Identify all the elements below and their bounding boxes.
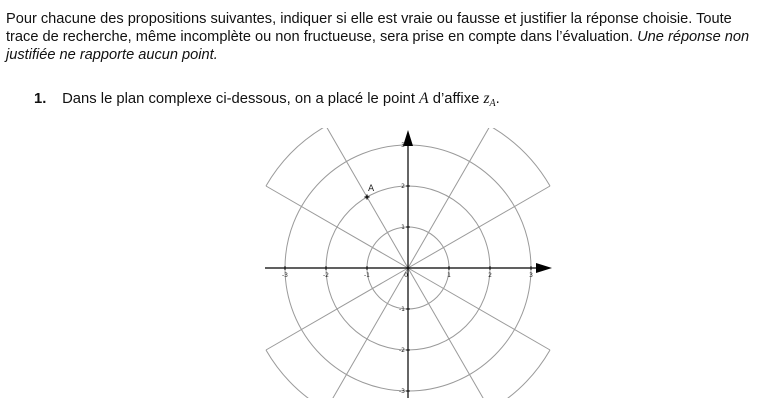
x-tick-label: 2 bbox=[488, 272, 492, 279]
x-tick-label: 0 bbox=[404, 272, 408, 279]
x-tick-label: 3 bbox=[529, 272, 533, 279]
x-tick-label: -2 bbox=[323, 272, 329, 279]
grid-ray bbox=[408, 126, 490, 268]
y-tick-label: 1 bbox=[401, 224, 405, 231]
y-tick-label: 3 bbox=[401, 142, 405, 149]
grid-ray bbox=[408, 186, 550, 268]
grid-outer-arc bbox=[490, 126, 550, 186]
grid-ray bbox=[266, 183, 408, 268]
y-tick-label: -3 bbox=[399, 388, 405, 395]
x-tick-label: -3 bbox=[282, 272, 288, 279]
y-tick-label: -1 bbox=[399, 306, 405, 313]
x-tick-label: 1 bbox=[447, 272, 451, 279]
instructions-emphasis: Une réponse non justifiée ne rapporte aucun point. bbox=[6, 29, 750, 63]
instructions-text: Pour chacune des propositions suivantes, indiquer si elle est vraie ou fausse et justifier la réponse choisie. Toute trace de recherche, même incomplète ou non fructueuse, sera prise en compte dans l’évaluation. bbox=[6, 11, 732, 45]
affix-symbol: $z_A$ bbox=[483, 90, 496, 109]
question-text-middle: d’affixe bbox=[432, 91, 480, 107]
question-text-before: Dans le plan complexe ci-dessous, on a placé le point bbox=[62, 91, 415, 107]
axes bbox=[265, 130, 552, 398]
grid-ray bbox=[408, 268, 550, 350]
grid-ray bbox=[408, 268, 490, 410]
point-a-marker bbox=[365, 184, 376, 200]
affix-subscript: A bbox=[489, 98, 496, 109]
grid-outer-arc bbox=[490, 350, 550, 410]
grid-ray bbox=[326, 268, 408, 410]
grid-outer-arc bbox=[266, 350, 326, 410]
question-text-end: . bbox=[495, 91, 500, 107]
y-tick-label: 2 bbox=[401, 183, 405, 190]
x-tick-label: -1 bbox=[364, 272, 370, 279]
point-name: A bbox=[419, 90, 429, 107]
y-tick-label: -2 bbox=[399, 347, 405, 354]
grid-ray bbox=[266, 268, 408, 350]
point-a-label: A bbox=[368, 183, 375, 194]
real-axis-arrowhead bbox=[536, 263, 552, 273]
question-number: 1. bbox=[34, 91, 47, 107]
grid-outer-arc bbox=[266, 126, 326, 186]
